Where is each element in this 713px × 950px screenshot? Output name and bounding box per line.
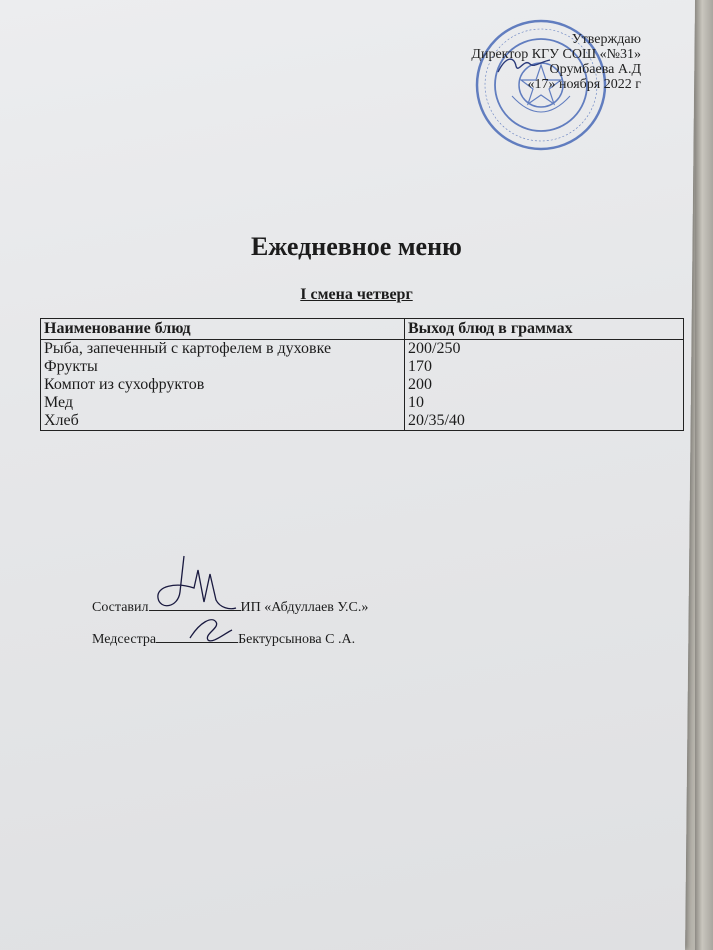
dish-name: Мед <box>41 394 405 412</box>
column-header-weight: Выход блюд в граммах <box>405 319 684 340</box>
approval-date: «17» ноября 2022 г <box>527 77 641 92</box>
composer-name: ИП «Абдуллаев У.С.» <box>240 600 369 615</box>
table-row <box>41 358 684 376</box>
dish-weight: 200/250 <box>405 340 684 359</box>
approval-name: Орумбаева А.Д <box>549 62 641 77</box>
dish-weight: 20/35/40 <box>405 412 684 431</box>
nurse-label: Медсестра <box>92 632 157 647</box>
page-title: Ежедневное меню <box>251 232 462 261</box>
dish-name: Рыба, запеченный с картофелем в духовке <box>41 340 405 359</box>
nurse-name: Бектурсынова С .А. <box>238 632 356 647</box>
approval-heading: Утверждаю <box>571 32 641 47</box>
menu-table <box>40 318 684 431</box>
table-row <box>41 340 684 359</box>
dish-weight: 170 <box>405 358 684 376</box>
dish-name: Фрукты <box>41 358 405 376</box>
director-signature <box>494 52 554 80</box>
nurse-signature <box>186 612 236 644</box>
table-row <box>41 394 684 412</box>
table-header-row <box>41 319 684 340</box>
page-subtitle: I смена четверг <box>300 286 413 303</box>
dish-weight: 200 <box>405 376 684 394</box>
desk-edge <box>695 0 713 950</box>
column-header-dish: Наименование блюд <box>41 319 405 340</box>
table-row <box>41 376 684 394</box>
dish-name: Компот из сухофруктов <box>41 376 405 394</box>
approval-position: Директор КГУ СОШ «№31» <box>471 47 641 62</box>
composer-label: Составил <box>92 600 149 615</box>
table-row <box>41 412 684 431</box>
dish-name: Хлеб <box>41 412 405 431</box>
dish-weight: 10 <box>405 394 684 412</box>
